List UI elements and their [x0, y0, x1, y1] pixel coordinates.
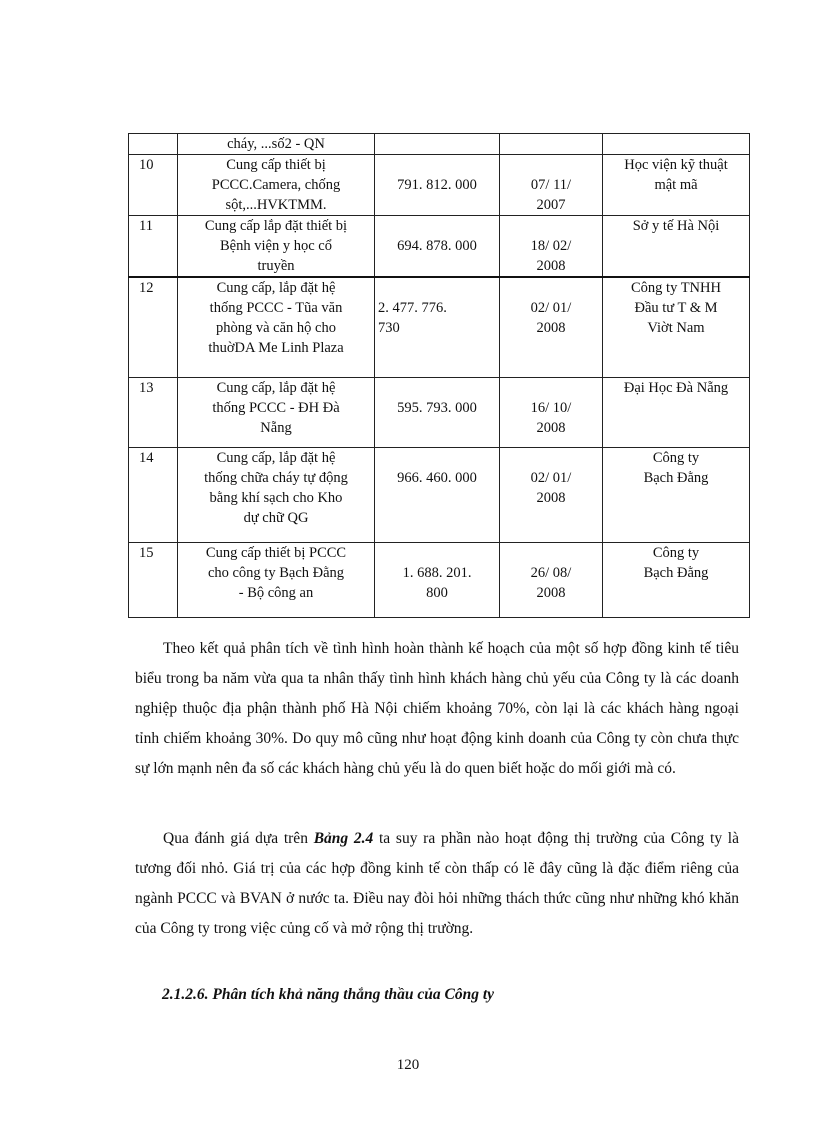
client-name-cell	[603, 377, 750, 447]
contract-value: 966. 460. 000	[397, 469, 477, 486]
client-name: Đại Học Đà Nẵng	[623, 379, 729, 396]
contract-date: 26/ 08/ 2008	[530, 564, 572, 601]
contract-description: Cung cấp thiết bị PCCC cho công ty Bạch Đằng - Bộ công an	[205, 544, 347, 601]
row-number: 11	[139, 218, 153, 234]
row-number: 12	[139, 280, 154, 296]
table-reference: Bảng 2.4	[313, 830, 374, 847]
contract-description: cháy, ...số2 - QN	[227, 136, 325, 152]
contract-value-cell	[375, 277, 500, 377]
client-name-cell	[603, 155, 750, 216]
row-number-cell	[129, 277, 178, 377]
contract-description-cell	[178, 377, 375, 447]
contract-date-cell	[500, 277, 603, 377]
contract-description-cell	[178, 134, 375, 155]
contract-value: 694. 878. 000	[397, 238, 477, 254]
client-name-cell	[603, 216, 750, 278]
paragraph-market-before: Qua đánh giá dựa trên	[163, 830, 314, 847]
row-number: 15	[139, 544, 154, 561]
contract-description-cell	[178, 277, 375, 377]
row-number-cell	[129, 542, 178, 617]
table-row	[129, 155, 750, 216]
contract-date: 07/ 11/ 2007	[530, 177, 572, 213]
contract-value-cell	[375, 155, 500, 216]
contract-description: Cung cấp, lắp đặt hệ thống PCCC - Tũa văn phòng và căn hộ cho thuờDA Me Linh Plaza	[208, 280, 344, 356]
contract-description-cell	[178, 447, 375, 542]
contract-description: Cung cấp thiết bị PCCC.Camera, chống sột,...HVKTMM.	[211, 157, 341, 213]
contract-description-cell	[178, 216, 375, 278]
row-number-cell	[129, 155, 178, 216]
contract-date-cell	[500, 155, 603, 216]
row-number-cell	[129, 134, 178, 155]
table-row	[129, 134, 750, 155]
client-name: Công ty Bạch Đằng	[643, 449, 709, 486]
table-row	[129, 216, 750, 278]
client-name: Học viện kỹ thuật mật mã	[624, 157, 728, 193]
contract-description: Cung cấp, lắp đặt hệ thống chữa cháy tự động bằng khí sạch cho Kho dự chữ QG	[204, 449, 348, 526]
contract-date-cell	[500, 447, 603, 542]
client-name-cell	[603, 447, 750, 542]
contract-date-cell	[500, 134, 603, 155]
contract-description-cell	[178, 542, 375, 617]
client-name-cell	[603, 542, 750, 617]
contracts-table	[128, 133, 750, 618]
contract-value-cell	[375, 134, 500, 155]
contract-value-cell	[375, 216, 500, 278]
contract-date: 02/ 01/ 2008	[530, 469, 572, 506]
section-heading: 2.1.2.6. Phân tích khả năng thắng thầu của Công ty	[162, 986, 495, 1003]
paragraph-market	[135, 824, 739, 944]
paragraph-customers	[135, 634, 739, 784]
paragraph-market-after: ta suy ra phần nào hoạt động thị trường của Công ty là tương đối nhỏ. Giá trị của các hợp đồng kinh tế còn thấp có lẽ đây cũng là đặc điểm riêng của ngành PCCC và BVAN ở nước ta. Điều nay đòi hỏi những thách thức cũng như những khó khăn của Công ty trong việc củng cố và mở rộng thị trường.	[135, 830, 739, 937]
contract-description: Cung cấp, lắp đặt hệ thống PCCC - ĐH Đà Nẵng	[212, 379, 340, 436]
table-row	[129, 377, 750, 447]
row-number-cell	[129, 216, 178, 278]
paragraph-customers-text: Theo kết quả phân tích về tình hình hoàn thành kế hoạch của một số hợp đồng kinh tế tiêu biểu trong ba năm vừa qua ta nhân thấy tình hình khách hàng chủ yếu của Công ty là các doanh nghiệp thuộc địa phận thành phố Hà Nội chiếm khoảng 70%, còn lại là các khách hàng ngoại tỉnh chiếm khoảng 30%. Do quy mô cũng như hoạt động kinh doanh của Công ty còn chưa thực sự lớn mạnh nên đa số các khách hàng chủ yếu là do quen biết hoặc do mối giới mà có.	[135, 640, 739, 777]
contract-value: 791. 812. 000	[397, 177, 477, 193]
row-number: 14	[139, 449, 154, 466]
table-row	[129, 277, 750, 377]
row-number-cell	[129, 377, 178, 447]
page-number: 120	[396, 1057, 420, 1073]
contract-value-cell	[375, 542, 500, 617]
contract-value-cell	[375, 377, 500, 447]
client-name-cell	[603, 134, 750, 155]
table-row	[129, 542, 750, 617]
contract-value: 2. 477. 776. 730	[378, 300, 447, 336]
client-name: Sở y tế Hà Nội	[632, 218, 720, 234]
contract-description-cell	[178, 155, 375, 216]
contract-value-cell	[375, 447, 500, 542]
contract-value: 1. 688. 201. 800	[402, 564, 472, 601]
contract-date: 18/ 02/ 2008	[530, 238, 572, 274]
client-name: Công ty Bạch Đằng	[643, 544, 709, 581]
client-name-cell	[603, 277, 750, 377]
contract-date: 02/ 01/ 2008	[530, 300, 572, 336]
contract-date: 16/ 10/ 2008	[530, 399, 572, 436]
contract-date-cell	[500, 216, 603, 278]
row-number: 13	[139, 379, 154, 396]
contract-date-cell	[500, 542, 603, 617]
contracts-table-body	[129, 134, 750, 618]
row-number-cell	[129, 447, 178, 542]
contract-value: 595. 793. 000	[397, 399, 477, 416]
contract-date-cell	[500, 377, 603, 447]
client-name: Công ty TNHH Đầu tư T & M Viờt Nam	[631, 280, 721, 336]
contract-description: Cung cấp lắp đặt thiết bị Bệnh viện y học cổ truyền	[204, 218, 348, 274]
table-row	[129, 447, 750, 542]
row-number: 10	[139, 157, 154, 173]
